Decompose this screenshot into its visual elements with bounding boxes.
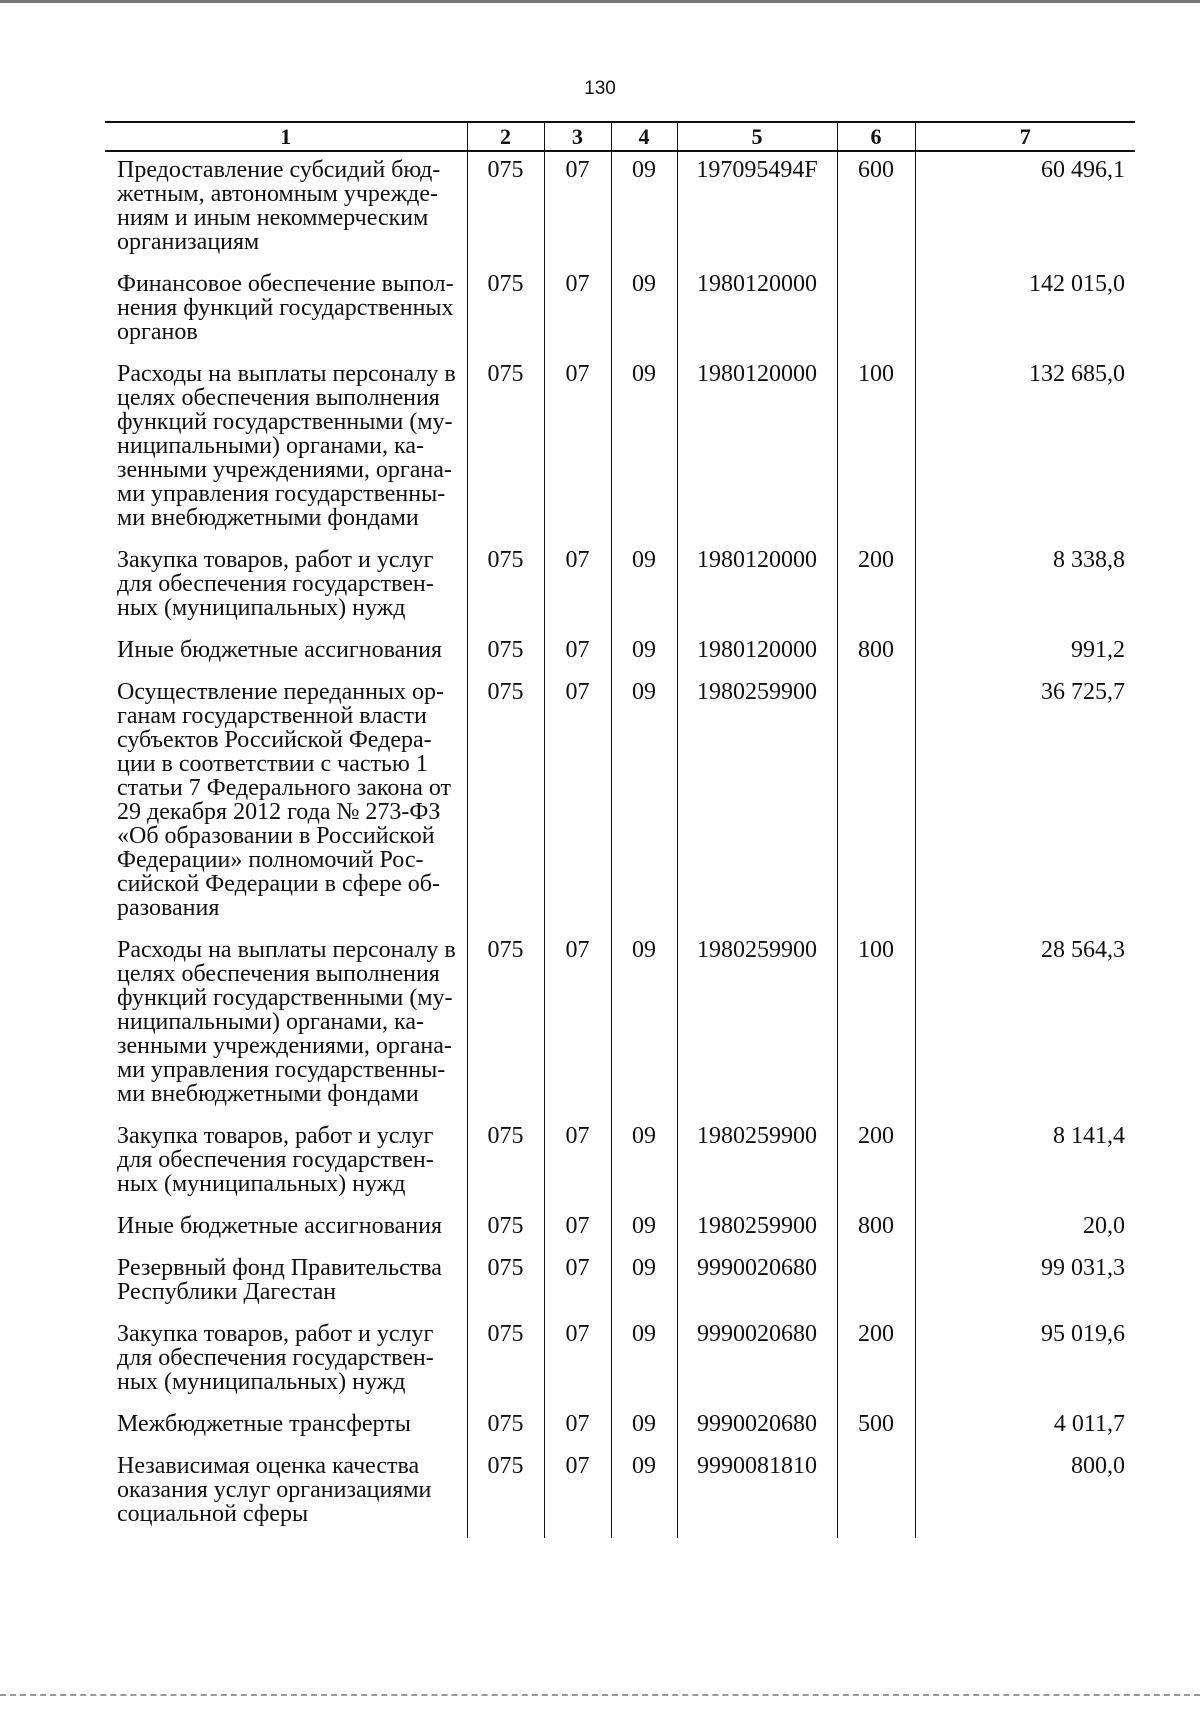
col-6-value: 200	[837, 1316, 915, 1406]
col-5-value: 1980259900	[677, 932, 837, 1118]
expense-name: Закупка товаров, работ и услуг для обеспечения государствен- ных (муниципальных) нужд	[117, 1123, 434, 1197]
col-2-value: 075	[467, 1406, 544, 1448]
col-4-value: 09	[611, 1406, 677, 1448]
col-4-value: 09	[611, 356, 677, 542]
amount-value: 36 725,7	[915, 674, 1135, 932]
expense-name: Финансовое обеспечение выпол- нения функций государственных органов	[117, 271, 454, 345]
col-5-value: 1980120000	[677, 356, 837, 542]
col-3-value: 07	[544, 1316, 611, 1406]
column-header-2: 2	[467, 122, 544, 151]
column-header-6: 6	[837, 122, 915, 151]
col-3-value: 07	[544, 1250, 611, 1316]
table-body	[105, 151, 1135, 1538]
col-5-value: 1980120000	[677, 542, 837, 632]
col-6-value: 200	[837, 542, 915, 632]
col-4-value: 09	[611, 151, 677, 266]
col-4-value: 09	[611, 932, 677, 1118]
table-row	[105, 1250, 1135, 1316]
column-header-5: 5	[677, 122, 837, 151]
column-header-1: 1	[105, 122, 467, 151]
col-2-value: 075	[467, 932, 544, 1118]
amount-value: 60 496,1	[915, 151, 1135, 266]
table-row	[105, 266, 1135, 356]
col-2-value: 075	[467, 674, 544, 932]
col-6-value	[837, 1448, 915, 1538]
col-3-value: 07	[544, 674, 611, 932]
table-row	[105, 632, 1135, 674]
expense-name: Иные бюджетные ассигнования	[117, 1213, 442, 1239]
column-header-4: 4	[611, 122, 677, 151]
col-5-value: 9990020680	[677, 1250, 837, 1316]
col-5-value: 1980120000	[677, 632, 837, 674]
expense-name: Расходы на выплаты персоналу в целях обеспечения выполнения функций государственными (му- ниципальными) органами, ка- зенными учреждениями, органа- ми управления государственны- ми внебюджетными фондами	[117, 361, 456, 531]
table-row	[105, 932, 1135, 1118]
col-3-value: 07	[544, 932, 611, 1118]
col-2-value: 075	[467, 1208, 544, 1250]
col-5-value: 1980120000	[677, 266, 837, 356]
column-header-3: 3	[544, 122, 611, 151]
budget-table	[105, 121, 1135, 1538]
amount-value: 99 031,3	[915, 1250, 1135, 1316]
amount-value: 28 564,3	[915, 932, 1135, 1118]
amount-value: 8 141,4	[915, 1118, 1135, 1208]
col-6-value: 100	[837, 932, 915, 1118]
expense-name: Осуществление переданных ор- ганам государственной власти субъектов Российской Федера- ции в соответствии с частью 1 статьи 7 Федерального закона от 29 декабря 2012 года № 273-ФЗ «Об образовании в Российской Федерации» полномочий Рос- сийской Федерации в сфере об- разования	[117, 679, 452, 921]
col-6-value: 500	[837, 1406, 915, 1448]
amount-value: 800,0	[915, 1448, 1135, 1538]
amount-value: 4 011,7	[915, 1406, 1135, 1448]
expense-name: Резервный фонд Правительства Республики Дагестан	[117, 1255, 442, 1305]
col-5-value: 1980259900	[677, 674, 837, 932]
col-4-value: 09	[611, 1118, 677, 1208]
col-6-value: 600	[837, 151, 915, 266]
col-2-value: 075	[467, 632, 544, 674]
amount-value: 142 015,0	[915, 266, 1135, 356]
col-3-value: 07	[544, 151, 611, 266]
col-5-value: 1980259900	[677, 1208, 837, 1250]
table-row	[105, 1448, 1135, 1538]
table-header-row	[105, 122, 1135, 151]
col-3-value: 07	[544, 542, 611, 632]
col-5-value: 9990081810	[677, 1448, 837, 1538]
table-row	[105, 674, 1135, 932]
col-3-value: 07	[544, 266, 611, 356]
col-4-value: 09	[611, 1448, 677, 1538]
col-3-value: 07	[544, 356, 611, 542]
col-6-value	[837, 674, 915, 932]
expense-name: Закупка товаров, работ и услуг для обеспечения государствен- ных (муниципальных) нужд	[117, 1321, 434, 1395]
table-row	[105, 542, 1135, 632]
col-3-value: 07	[544, 1208, 611, 1250]
col-2-value: 075	[467, 542, 544, 632]
table-row	[105, 1118, 1135, 1208]
col-4-value: 09	[611, 632, 677, 674]
col-6-value: 800	[837, 1208, 915, 1250]
col-6-value	[837, 1250, 915, 1316]
col-3-value: 07	[544, 1118, 611, 1208]
col-4-value: 09	[611, 1208, 677, 1250]
expense-name: Расходы на выплаты персоналу в целях обеспечения выполнения функций государственными (му- ниципальными) органами, ка- зенными учреждениями, органа- ми управления государственны- ми внебюджетными фондами	[117, 937, 456, 1107]
amount-value: 20,0	[915, 1208, 1135, 1250]
col-3-value: 07	[544, 1406, 611, 1448]
col-5-value: 9990020680	[677, 1316, 837, 1406]
col-5-value: 197095494F	[677, 151, 837, 266]
col-6-value: 200	[837, 1118, 915, 1208]
col-4-value: 09	[611, 266, 677, 356]
table-row	[105, 1406, 1135, 1448]
col-4-value: 09	[611, 542, 677, 632]
col-2-value: 075	[467, 1316, 544, 1406]
col-2-value: 075	[467, 356, 544, 542]
expense-name: Закупка товаров, работ и услуг для обеспечения государствен- ных (муниципальных) нужд	[117, 547, 434, 621]
col-5-value: 1980259900	[677, 1118, 837, 1208]
expense-name: Предоставление субсидий бюд- жетным, автономным учрежде- ниям и иным некоммерческим организациям	[117, 157, 441, 255]
amount-value: 8 338,8	[915, 542, 1135, 632]
expense-name: Иные бюджетные ассигнования	[117, 637, 442, 663]
col-2-value: 075	[467, 1250, 544, 1316]
table-row	[105, 356, 1135, 542]
col-2-value: 075	[467, 1448, 544, 1538]
scan-bottom-edge	[0, 1694, 1200, 1696]
page-number: 130	[584, 78, 616, 99]
expense-name: Независимая оценка качества оказания услуг организациями социальной сферы	[117, 1453, 432, 1527]
col-5-value: 9990020680	[677, 1406, 837, 1448]
col-4-value: 09	[611, 1250, 677, 1316]
amount-value: 132 685,0	[915, 356, 1135, 542]
expense-name: Межбюджетные трансферты	[117, 1411, 411, 1437]
col-3-value: 07	[544, 1448, 611, 1538]
col-4-value: 09	[611, 674, 677, 932]
col-3-value: 07	[544, 632, 611, 674]
table-row	[105, 1208, 1135, 1250]
col-6-value: 800	[837, 632, 915, 674]
col-2-value: 075	[467, 151, 544, 266]
amount-value: 95 019,6	[915, 1316, 1135, 1406]
column-header-7: 7	[915, 122, 1135, 151]
col-2-value: 075	[467, 266, 544, 356]
col-6-value	[837, 266, 915, 356]
col-2-value: 075	[467, 1118, 544, 1208]
table-row	[105, 151, 1135, 266]
col-4-value: 09	[611, 1316, 677, 1406]
scan-top-edge	[0, 0, 1200, 3]
amount-value: 991,2	[915, 632, 1135, 674]
table-row	[105, 1316, 1135, 1406]
col-6-value: 100	[837, 356, 915, 542]
